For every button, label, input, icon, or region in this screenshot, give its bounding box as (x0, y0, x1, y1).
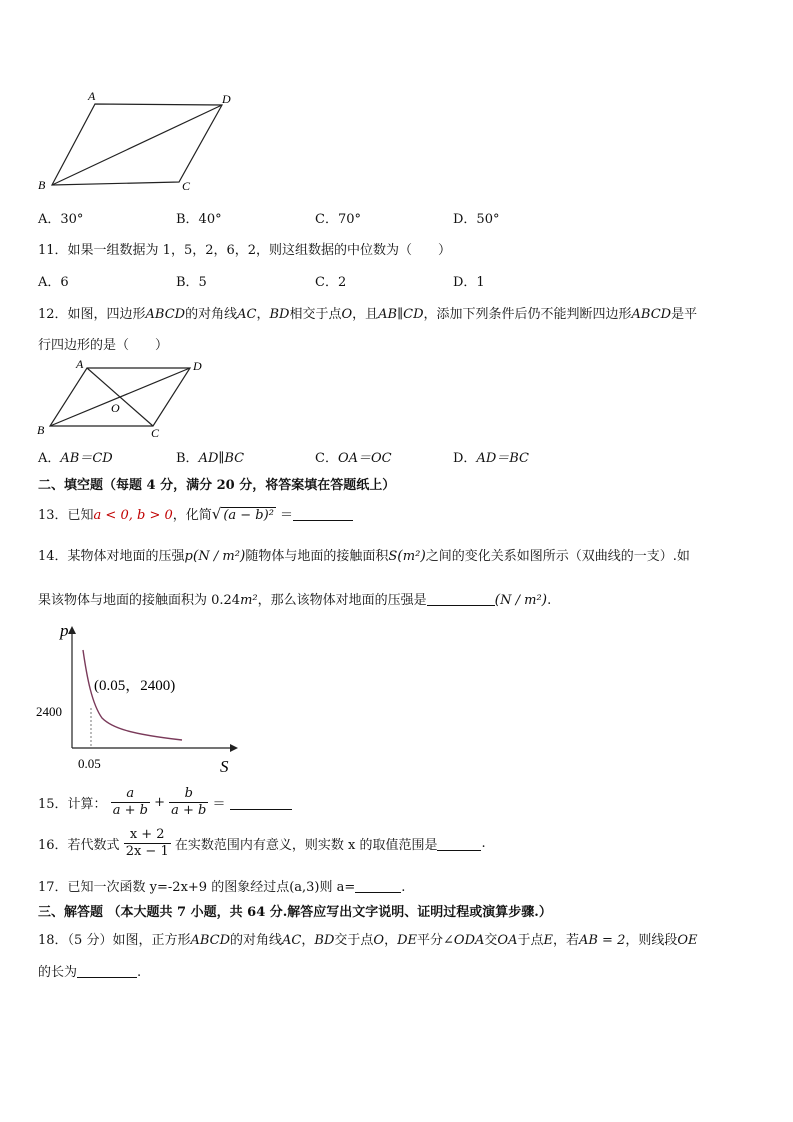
section-2-title: 二、填空题（每题 4 分，满分 20 分，将答案填在答题纸上） (38, 478, 396, 493)
section-3-title: 三、解答题 （本大题共 7 小题，共 64 分.解答应写出文字说明、证明过程或演算步骤.） (38, 905, 552, 920)
center-o-label: O (111, 401, 120, 415)
q13-line: 13．已知a < 0, b > 0，化简√ (a − b)² ＝ (38, 504, 353, 523)
q17-line: 17．已知一次函数 y=-2x+9 的图象经过点(a,3)则 a= . (38, 880, 406, 895)
q15-line: 15．计算： $\frac{a}{a + b}$ + $\frac{b}{a + b}$ ＝ (38, 786, 292, 819)
fraction-2: $\frac{b}{a + b}$ (171, 786, 207, 818)
q13-answer-blank[interactable] (293, 506, 353, 521)
q10-option-a: A．30° (38, 212, 84, 227)
q12-option-a: A．AB＝CD (38, 451, 113, 466)
unit-paren: ( (192, 548, 199, 564)
q18-answer-blank[interactable] (77, 963, 137, 978)
q14-line-2: 果该物体与地面的接触面积为 0.24m²，那么该物体对地面的压强是 (N / m²). (38, 592, 552, 608)
q10-option-b: B．40° (176, 212, 222, 227)
vertex-a-label: A (76, 357, 84, 371)
q18-line-2: 的长为 . (38, 965, 142, 980)
q17-answer-blank[interactable] (355, 878, 401, 893)
vertex-d-label: D (222, 92, 231, 106)
q14-line-1: 14．某物体对地面的压强p(N / m²)随物体与地面的接触面积S(m²)之间的变化关系如图所示（双曲线的一支）.如 (38, 548, 690, 564)
q10-option-c: C．70° (315, 212, 361, 227)
q12-line-1: 12．如图，四边形ABCD的对角线AC，BD相交于点O，且AB∥CD，添加下列条件后仍不能判断四边形ABCD是平 (38, 307, 698, 322)
vertex-a-label: A (88, 89, 96, 103)
q12-line-2: 行四边形的是（ ） (38, 338, 169, 353)
q15-answer-blank[interactable] (230, 795, 292, 810)
vertex-c-label: C (151, 426, 160, 440)
sqrt-sign: √ (211, 505, 222, 523)
q18-line-1: 18．（5 分）如图，正方形ABCD的对角线AC，BD交于点O，DE平分∠ODA交OA于点E，若AB = 2，则线段OE (38, 933, 698, 948)
pressure-area-graph (30, 620, 245, 780)
q16-answer-blank[interactable] (437, 836, 481, 851)
q11-option-b: B．5 (176, 275, 207, 290)
q16-line: 16．若代数式 $\frac{x + 2}{2x - 1}$ 在实数范围内有意义，则实数 x 的取值范围是 . (38, 827, 486, 859)
x-tick-005: 0.05 (78, 756, 101, 771)
q11-option-a: A．6 (38, 275, 69, 290)
point-label: (0.05，2400) (94, 678, 176, 694)
fraction-1: $\frac{a}{a + b}$ (112, 786, 148, 818)
y-axis-label: p (60, 621, 69, 640)
vertex-c-label: C (182, 179, 191, 193)
q10-option-d: D．50° (453, 212, 500, 227)
parallelogram-figure-1 (30, 85, 250, 200)
q11-option-c: C．2 (315, 275, 347, 290)
fraction-x: $\frac{x + 2}{2x - 1}$ (125, 827, 169, 859)
q12-option-c: C．OA＝OC (315, 451, 392, 466)
q11-option-d: D．1 (453, 275, 485, 290)
vertex-d-label: D (193, 359, 202, 373)
parallelogram-figure-2 (30, 356, 220, 442)
x-axis-label: S (220, 757, 229, 776)
y-tick-2400: 2400 (36, 704, 62, 719)
vertex-b-label: B (38, 178, 46, 192)
q12-option-b: B．AD∥BC (176, 451, 245, 466)
q11-text: 11．如果一组数据为 1，5，2，6，2，则这组数据的中位数为（ ） (38, 243, 452, 258)
vertex-b-label: B (37, 423, 45, 437)
q14-answer-blank[interactable] (427, 591, 495, 606)
q12-option-d: D．AD＝BC (453, 451, 529, 466)
